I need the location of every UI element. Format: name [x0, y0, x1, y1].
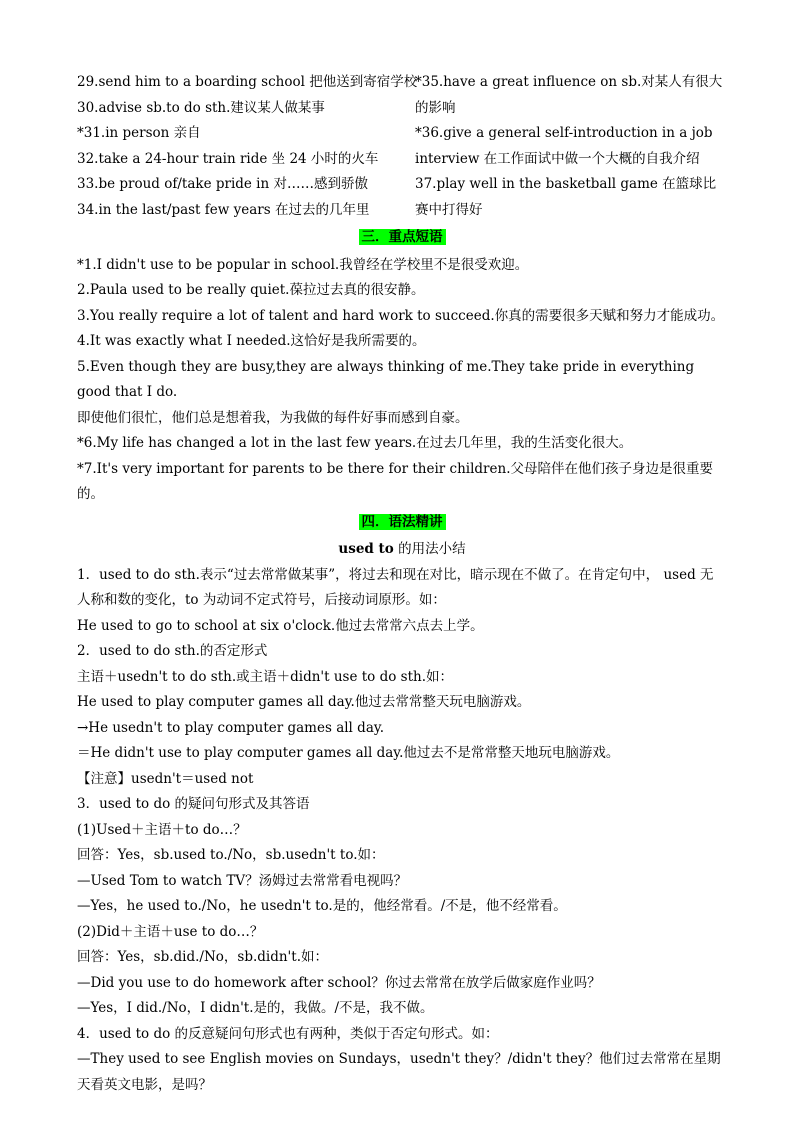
- section-heading-grammar: [77, 510, 727, 536]
- grammar-line: —They used to see English movies on Sundays，usedn't they？/didn't they？他们过去常常在星期天看英文电影，是吗？: [77, 1051, 721, 1093]
- grammar-body: [77, 563, 727, 1099]
- vocab-item: *36.give a general self-introduction in a job interview 在工作面试中做一个大概的自我介绍: [415, 125, 713, 167]
- vocab-item: 30.advise sb.to do sth.建议某人做某事: [77, 99, 325, 116]
- grammar-line: —Yes，he used to./No，he usedn't to.是的，他经常看。/不是，他不经常看。: [77, 898, 567, 914]
- grammar-line: (1)Used＋主语＋to do…？: [77, 821, 247, 838]
- grammar-line: —Yes，I did./No，I didn't.是的，我做。/不是，我不做。: [77, 1000, 434, 1016]
- section-heading-text: 四．语法精讲: [359, 514, 446, 530]
- grammar-subtitle: [77, 537, 727, 563]
- section-heading-key-phrases: [77, 225, 727, 251]
- grammar-subtitle-rest: 的用法小结: [393, 541, 466, 557]
- vocab-left-column: [77, 70, 418, 223]
- grammar-line: He used to play computer games all day.他过去常常整天玩电脑游戏。: [77, 694, 531, 710]
- vocab-right-column: [415, 70, 727, 223]
- grammar-line: —Used Tom to watch TV？汤姆过去常常看电视吗？: [77, 872, 408, 889]
- grammar-line: 主语＋usedn't to do sth.或主语＋didn't use to do sth.如：: [77, 668, 453, 685]
- grammar-line: He used to go to school at six o'clock.他过去常常六点去上学。: [77, 617, 484, 634]
- grammar-note: 【注意】usedn't＝used not: [77, 770, 254, 787]
- grammar-line: 1．used to do sth.表示“过去常常做某事”，将过去和现在对比，暗示现在不做了。在肯定句中， used 无人称和数的变化，to 为动词不定式符号，后接动词原形。如：: [77, 566, 714, 608]
- phrase-line: *1.I didn't use to be popular in school.我曾经在学校里不是很受欢迎。: [77, 256, 529, 273]
- grammar-line: —Did you use to do homework after school？你过去常常在放学后做家庭作业吗？: [77, 974, 601, 991]
- phrase-line: 5.Even though they are busy,they are always thinking of me.They take pride in everything good that I do.: [77, 358, 695, 400]
- vocab-item: 33.be proud of/take pride in 对……感到骄傲: [77, 176, 368, 192]
- vocab-item: 37.play well in the basketball game 在篮球比赛中打得好: [415, 176, 717, 218]
- phrase-line: 2.Paula used to be really quiet.葆拉过去真的很安静。: [77, 282, 425, 298]
- grammar-line: 4．used to do 的反意疑问句形式也有两种，类似于否定句形式。如：: [77, 1025, 499, 1042]
- section-heading-text: 三．重点短语: [359, 229, 446, 245]
- grammar-line: 回答：Yes，sb.used to./No，sb.usedn't to.如：: [77, 847, 385, 863]
- key-phrases-list: [77, 253, 727, 508]
- grammar-line: (2)Did＋主语＋use to do…？: [77, 923, 264, 940]
- grammar-line: 回答：Yes，sb.did./No，sb.didn't.如：: [77, 949, 328, 965]
- phrase-line: 3.You really require a lot of talent and hard work to succeed.你真的需要很多天赋和努力才能成功。: [77, 307, 725, 324]
- grammar-line: →He usedn't to play computer games all day.: [77, 719, 384, 736]
- document-page: [77, 70, 727, 1098]
- grammar-subtitle-keyword: used to: [338, 541, 394, 557]
- grammar-line: ＝He didn't use to play computer games all day.他过去不是常常整天地玩电脑游戏。: [77, 745, 620, 761]
- grammar-line: 3．used to do 的疑问句形式及其答语: [77, 796, 310, 812]
- phrase-line: 4.It was exactly what I needed.这恰好是我所需要的。: [77, 333, 426, 349]
- phrase-line: *7.It's very important for parents to be there for their children.父母陪伴在他们孩子身边是很重要的。: [77, 460, 713, 502]
- grammar-line: 2．used to do sth.的否定形式: [77, 643, 268, 659]
- vocab-item: 34.in the last/past few years 在过去的几年里: [77, 201, 370, 218]
- vocab-item: *35.have a great influence on sb.对某人有很大的影响: [415, 74, 723, 116]
- vocab-item: 32.take a 24-hour train ride 坐 24 小时的火车: [77, 150, 379, 167]
- vocab-columns: [77, 70, 727, 223]
- vocab-item: 29.send him to a boarding school 把他送到寄宿学校: [77, 74, 418, 90]
- phrase-line: *6.My life has changed a lot in the last few years.在过去几年里，我的生活变化很大。: [77, 435, 633, 451]
- phrase-line: 即使他们很忙，他们总是想着我，为我做的每件好事而感到自豪。: [77, 409, 469, 426]
- vocab-item: *31.in person 亲自: [77, 125, 201, 141]
